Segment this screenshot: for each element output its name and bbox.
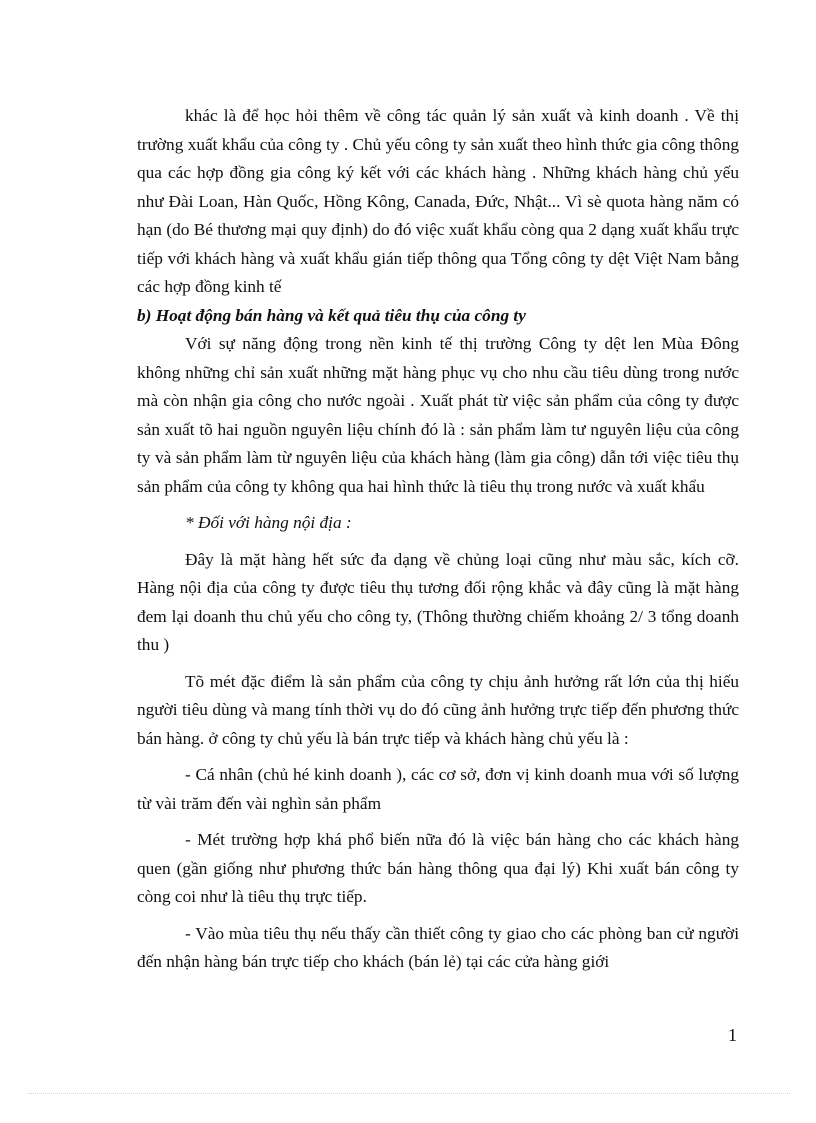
paragraph-export-market: khác là để học hỏi thêm về công tác quản lý sản xuất và kinh doanh . Về thị trường xuất khẩu của công ty . Chủ yếu công ty sản xuất theo hình thức gia công thông qua các hợp đồng gia công ký kết với các khách hàng . Những khách hàng chủ yếu như Đài Loan, Hàn Quốc, Hồng Kông, Canada, Đức, Nhật... Vì sè quota hàng năm có hạn (do Bé thương mại quy định) do đó việc xuất khẩu còng qua 2 dạng xuất khẩu trực tiếp với khách hàng và xuất khẩu gián tiếp thông qua Tổng công ty dệt Việt Nam bằng các hợp đồng kinh tế	[137, 106, 739, 296]
list-item-individuals: - Cá nhân (chủ hé kinh doanh ), các cơ sở, đơn vị kinh doanh mua với số lượng từ vài trăm đến vài nghìn sản phẩm	[137, 765, 739, 813]
list-item-regular-customers: - Mét trường hợp khá phổ biến nữa đó là việc bán hàng cho các khách hàng quen (gần giống như phương thức bán hàng thông qua đại lý) Khi xuất bán công ty còng coi như là tiêu thụ trực tiếp.	[137, 830, 739, 906]
paragraph-dynamic-market: Với sự năng động trong nền kinh tế thị trường Công ty dệt len Mùa Đông không những chỉ sản xuất những mặt hàng phục vụ cho nhu cầu tiêu dùng trong nước mà còn nhận gia công cho nước ngoài . Xuất phát từ việc sản phẩm của công ty được sản xuất tõ hai nguồn nguyên liệu chính đó là : sản phẩm làm tư nguyên liệu của công ty và sản phẩm làm từ nguyên liệu của khách hàng (làm gia công) dẫn tới việc tiêu thụ sản phẩm của công ty không qua hai hình thức là tiêu thụ trong nước và xuất khẩu	[137, 334, 739, 496]
subheading-domestic-goods: * Đối với hàng nội địa :	[185, 513, 352, 532]
footer-divider	[28, 1093, 790, 1094]
paragraph-domestic-goods: Đây là mặt hàng hết sức đa dạng về chủng loại cũng như màu sắc, kích cỡ. Hàng nội địa của công ty được tiêu thụ tương đối rộng khắc và đây cũng là mặt hàng đem lại doanh thu chủ yếu cho công ty, (Thông thường chiếm khoảng 2/ 3 tổng doanh thu )	[137, 549, 739, 654]
document-body	[137, 102, 739, 977]
list-item-seasonal-sales: - Vào mùa tiêu thụ nếu thấy cần thiết công ty giao cho các phòng ban cử người đến nhận hàng bán trực tiếp cho khách (bán lẻ) tại các cửa hàng giới	[137, 923, 739, 971]
page-number: 1	[728, 1025, 737, 1045]
paragraph-consumer-taste: Tõ mét đặc điểm là sản phẩm của công ty chịu ảnh hưởng rất lớn của thị hiếu người tiêu dùng và mang tính thời vụ do đó cũng ảnh hưởng trực tiếp đến phương thức bán hàng. ở công ty chủ yếu là bán trực tiếp và khách hàng chủ yếu là :	[137, 671, 739, 748]
section-heading-sales: b) Hoạt động bán hàng và kết quả tiêu thụ của công ty	[137, 305, 526, 325]
